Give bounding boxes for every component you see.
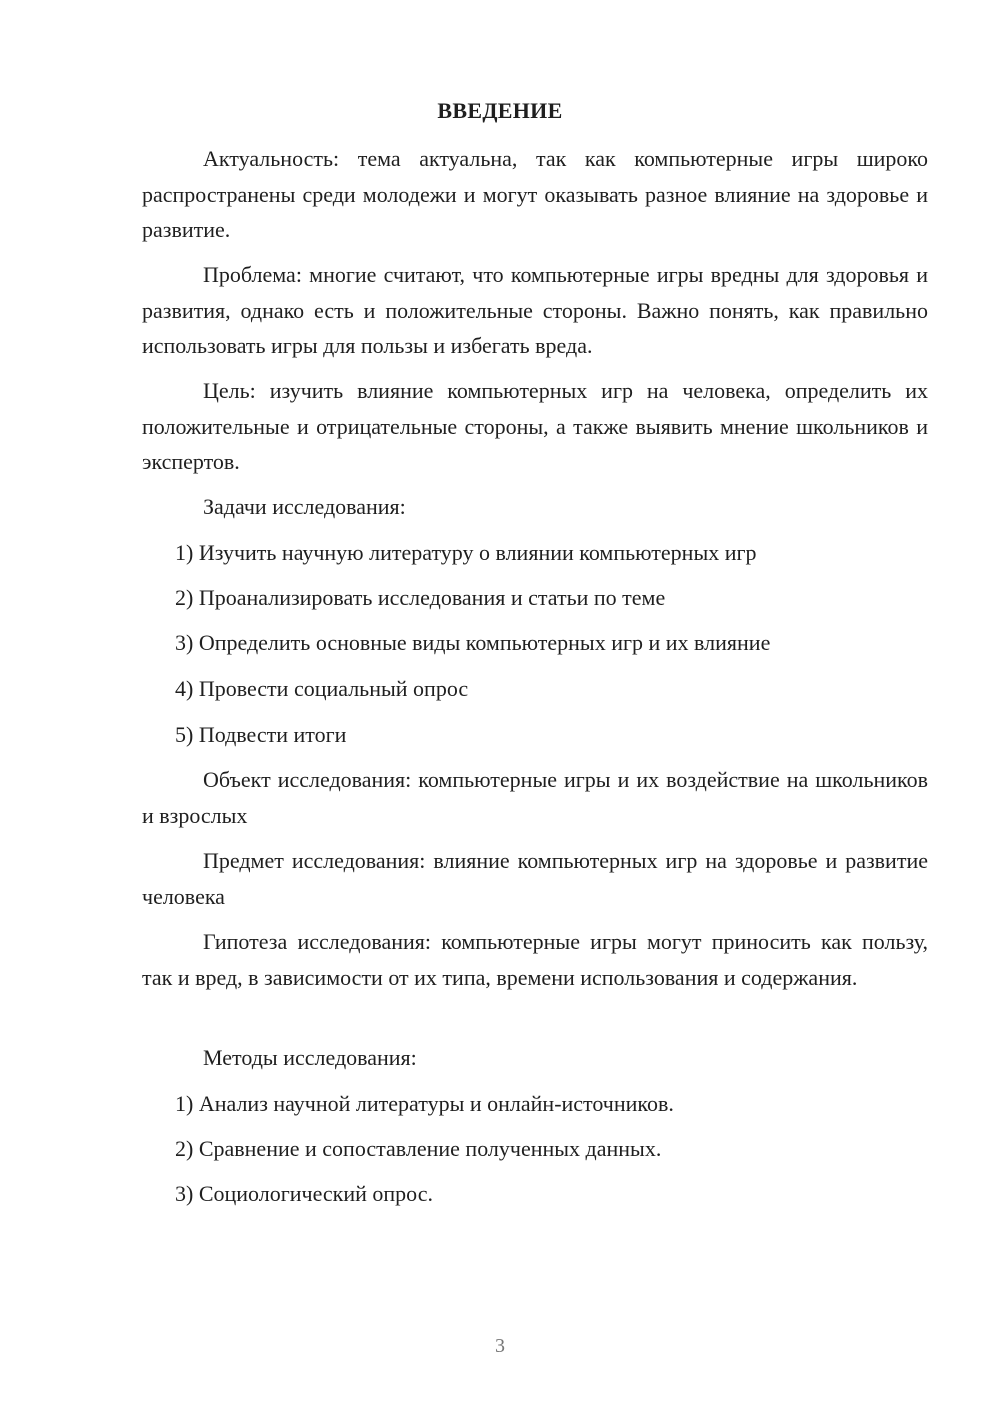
- method-item: 1) Анализ научной литературы и онлайн-источников.: [175, 1091, 674, 1116]
- hypothesis-paragraph: Гипотеза исследования: компьютерные игры могут приносить как пользу, так и вред, в зависимости от их типа, времени использования и содержания.: [142, 929, 928, 990]
- task-item: 4) Провести социальный опрос: [175, 676, 469, 701]
- goal-paragraph: Цель: изучить влияние компьютерных игр на человека, определить их положительные и отрицательные стороны, а также выявить мнение школьников и экспертов.: [142, 378, 928, 474]
- task-item: 3) Определить основные виды компьютерных игр и их влияние: [175, 630, 771, 655]
- relevance-paragraph: Актуальность: тема актуальна, так как компьютерные игры широко распространены среди молодежи и могут оказывать разное влияние на здоровье и развитие.: [142, 146, 928, 242]
- task-item: 1) Изучить научную литературу о влиянии компьютерных игр: [175, 540, 757, 565]
- tasks-heading: Задачи исследования:: [203, 494, 406, 519]
- task-item: 2) Проанализировать исследования и статьи по теме: [175, 585, 666, 610]
- task-item: 5) Подвести итоги: [175, 722, 347, 747]
- page-title: ВВЕДЕНИЕ: [437, 98, 563, 123]
- object-paragraph: Объект исследования: компьютерные игры и их воздействие на школьников и взрослых: [142, 767, 928, 828]
- page-number: 3: [495, 1335, 505, 1357]
- methods-heading: Методы исследования:: [203, 1045, 417, 1070]
- method-item: 3) Социологический опрос.: [175, 1181, 433, 1206]
- subject-paragraph: Предмет исследования: влияние компьютерных игр на здоровье и развитие человека: [142, 848, 928, 909]
- method-item: 2) Сравнение и сопоставление полученных данных.: [175, 1136, 662, 1161]
- problem-paragraph: Проблема: многие считают, что компьютерные игры вредны для здоровья и развития, однако есть и положительные стороны. Важно понять, как правильно использовать игры для пользы и избегать вреда.: [142, 262, 928, 358]
